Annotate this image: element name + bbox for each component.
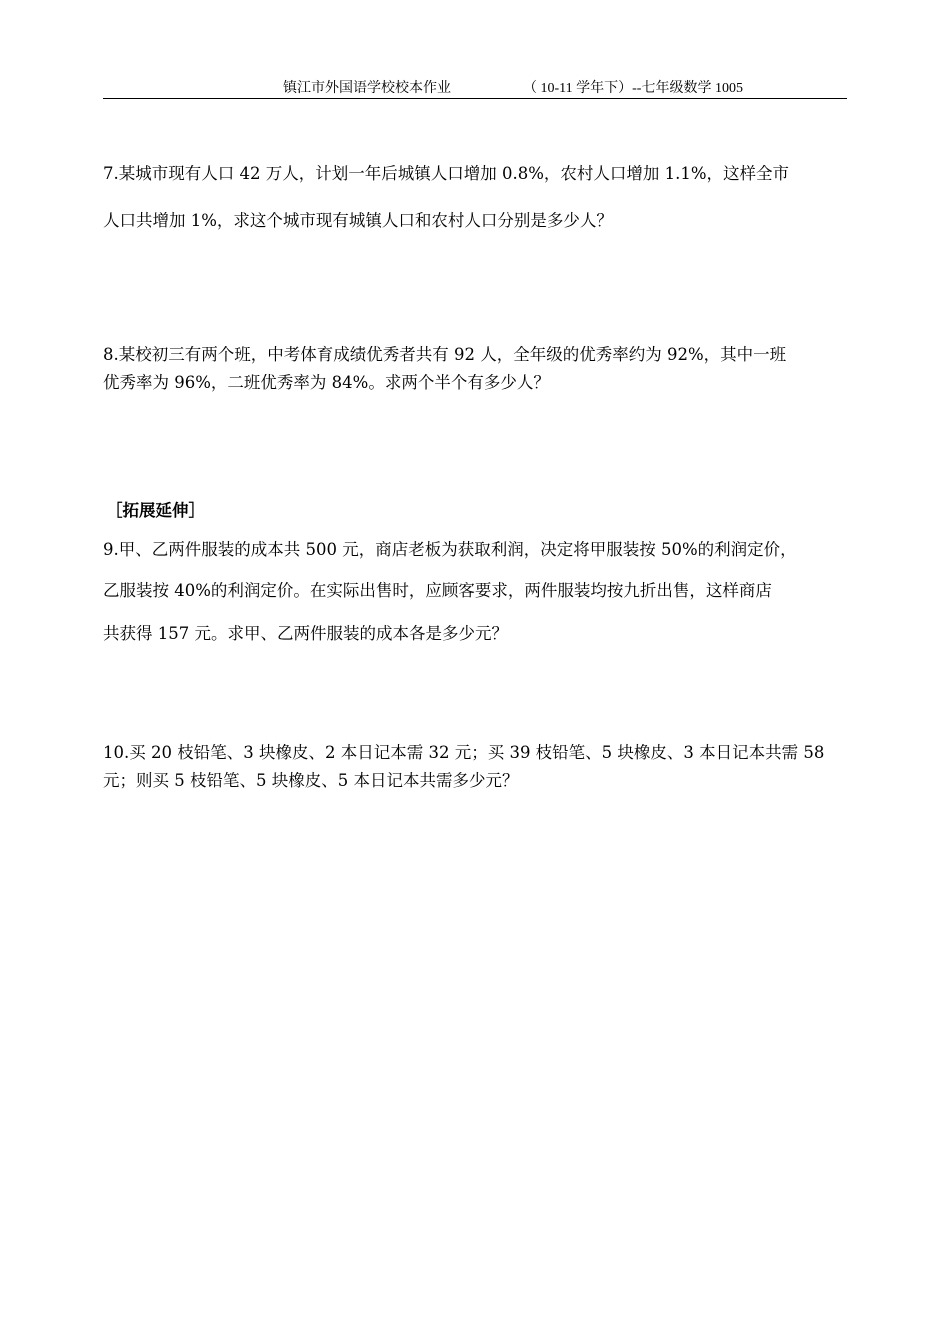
question-9-line-3: 共获得 157 元。求甲、乙两件服装的成本各是多少元？	[103, 624, 508, 643]
question-10-line-2: 元；则买 5 枝铅笔、5 块橡皮、5 本日记本共需多少元？	[103, 771, 519, 790]
header-school-name: 镇江市外国语学校校本作业	[283, 80, 451, 96]
question-8-line-1: 8.某校初三有两个班，中考体育成绩优秀者共有 92 人，全年级的优秀率约为 92%，其中一班	[103, 345, 787, 364]
question-7-line-1: 7.某城市现有人口 42 万人，计划一年后城镇人口增加 0.8%，农村人口增加 1.1%，这样全市	[103, 164, 790, 183]
question-9-line-1: 9.甲、乙两件服装的成本共 500 元，商店老板为获取利润，决定将甲服装按 50%的利润定价，	[103, 540, 797, 559]
question-8-line-2: 优秀率为 96%，二班优秀率为 84%。求两个半个有多少人？	[103, 373, 550, 392]
question-10-line-1: 10.买 20 枝铅笔、3 块橡皮、2 本日记本需 32 元；买 39 枝铅笔、5 块橡皮、3 本日记本共需 58	[103, 743, 825, 762]
question-9-line-2: 乙服装按 40%的利润定价。在实际出售时，应顾客要求，两件服装均按九折出售，这样商店	[103, 581, 772, 600]
page-header	[103, 74, 847, 99]
question-7-line-2: 人口共增加 1%，求这个城市现有城镇人口和农村人口分别是多少人？	[103, 211, 613, 230]
section-title-extension: ［拓展延伸］	[106, 501, 205, 520]
header-course-info: （ 10-11 学年下）--七年级数学 1005	[523, 81, 743, 96]
